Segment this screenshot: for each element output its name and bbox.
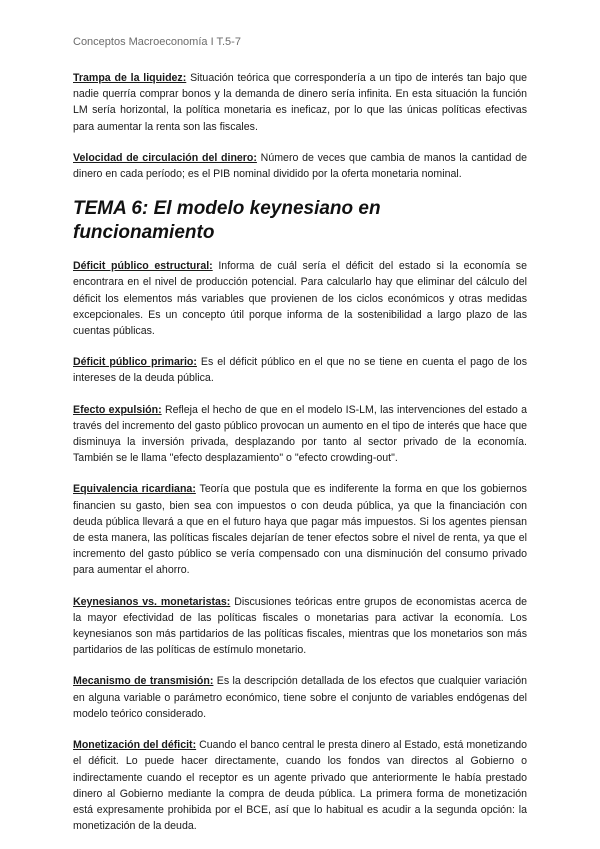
glossary-entry-deficit-primario xyxy=(73,354,527,386)
glossary-term: Efecto expulsión: xyxy=(73,403,162,416)
glossary-term: Déficit público primario: xyxy=(73,356,197,369)
glossary-definition: Es el déficit público en el que no se tiene en cuenta el pago de los intereses de la deuda pública. xyxy=(73,356,527,385)
glossary-entry-equivalencia-ricardiana xyxy=(73,481,527,578)
glossary-term: Monetización del déficit: xyxy=(73,739,197,752)
glossary-entry-velocidad-circulacion xyxy=(73,150,527,182)
section-title: TEMA 6: El modelo keynesiano en funcionamiento xyxy=(73,198,381,244)
glossary-definition: Cuando el banco central le presta dinero al Estado, está monetizando el déficit. Lo puede hacer directamente, cuando los fondos van directos al Gobierno o indirectamente cuando el receptor es un agente privado que anteriormente le había prestado dinero al Gobierno mediante la compra de deuda pública. La primera forma de monetización está expresamente prohibida por el BCE, así que lo habitual es acudir a la segunda opción: la monetización de la deuda. xyxy=(73,739,527,833)
glossary-term: Trampa de la liquidez: xyxy=(73,72,187,84)
glossary-term: Equivalencia ricardiana: xyxy=(73,483,196,496)
glossary-term: Velocidad de circulación del dinero: xyxy=(73,151,257,164)
glossary-entry-efecto-expulsion xyxy=(73,402,527,467)
glossary-definition: Teoría que postula que es indiferente la forma en que los gobiernos financien su gasto, bien sea con impuestos o con deuda pública, ya que la financiación con deuda pública llevará a que en el futuro haya que pagar más impuestos. Si los agentes piensan de esta manera, las políticas fiscales dejarían de tener efectos sobre el nivel de renta, ya que el incremento del gasto público se vería compensado con una disminución del consumo privado para aumentar el ahorro. xyxy=(73,483,527,577)
glossary-term: Déficit público estructural: xyxy=(73,260,213,273)
glossary-entry-monetizacion-deficit xyxy=(73,737,527,834)
glossary-entry-mecanismo-transmision xyxy=(73,673,527,722)
glossary-definition: Situación teórica que correspondería a un tipo de interés tan bajo que nadie querría comprar bonos y la demanda de dinero sería infinita. En esta situación la función LM sería horizontal, la política monetaria es ineficaz, por lo que las únicas políticas efectivas para aumentar la renta son las fiscales. xyxy=(73,72,527,133)
glossary-definition: Discusiones teóricas entre grupos de economistas acerca de la mayor efectividad de las políticas fiscales o monetarias para activar la economía. Los keynesianos son más partidarios de las políticas fiscales, mientras que los monetarios son más partidarios de las políticas de estímulo monetario. xyxy=(73,595,527,657)
page-header: Conceptos Macroeconomía I T.5-7 xyxy=(73,36,241,48)
glossary-term: Keynesianos vs. monetaristas: xyxy=(73,595,231,608)
glossary-entry-deficit-estructural xyxy=(73,258,527,339)
document-body xyxy=(73,70,527,849)
glossary-definition: Número de veces que cambia de manos la cantidad de dinero en cada período; es el PIB nominal dividido por la oferta monetaria nominal. xyxy=(73,151,527,181)
glossary-definition: Refleja el hecho de que en el modelo IS-LM, las intervenciones del estado a través del incremento del gasto público provocan un aumento en el tipo de interés que hace que disminuya la inversión privada, desplazando por tanto al sector privado de la economía. También se le llama "efecto desplazamiento" o "efecto crowding-out". xyxy=(73,403,527,465)
glossary-term: Mecanismo de transmisión: xyxy=(73,675,214,688)
glossary-definition: Informa de cuál sería el déficit del estado si la economía se encontrara en el nivel de producción potencial. Para calcularlo hay que eliminar del cálculo del déficit los elementos más variables que provienen de los ciclos económicos y otras medidas excepcionales. Es un concepto útil porque informa de la sostenibilidad a largo plazo de las cuentas públicas. xyxy=(73,260,527,338)
glossary-entry-keynesianos-monetaristas xyxy=(73,594,527,659)
glossary-definition: Es la descripción detallada de los efectos que cualquier variación en alguna variable o parámetro económico, tiene sobre el conjunto de variables endógenas del modelo teórico considerado. xyxy=(73,675,527,720)
glossary-entry-trampa-liquidez xyxy=(73,70,527,135)
